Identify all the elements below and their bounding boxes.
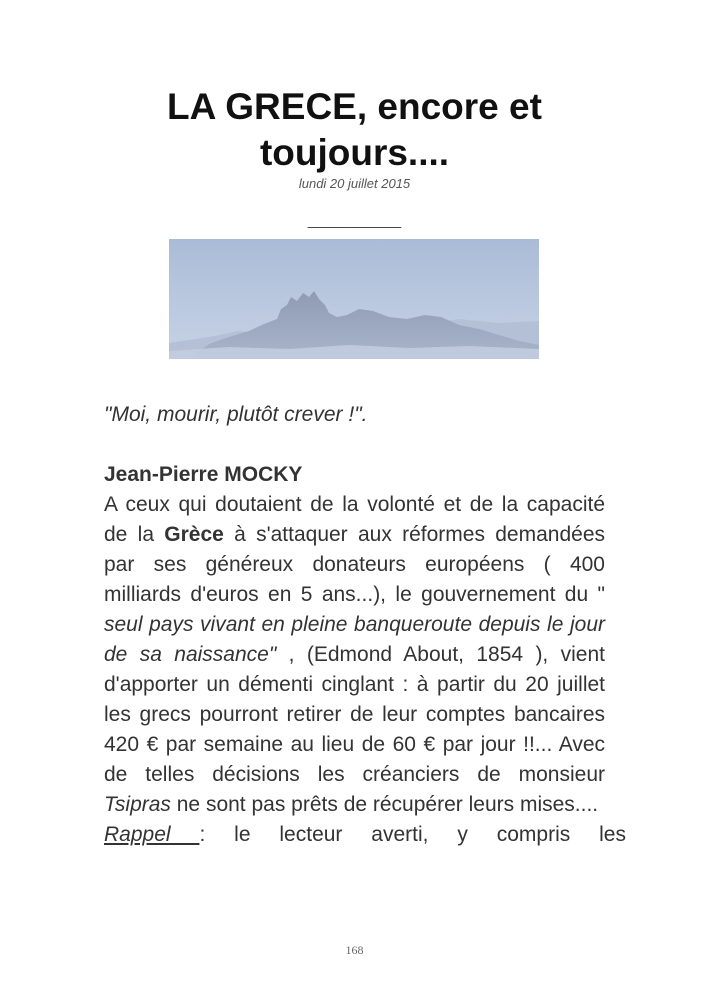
title-line-2: toujours....	[259, 132, 450, 173]
document-title	[0, 84, 709, 176]
page-number: 168	[345, 943, 364, 957]
title-line-1: LA GRECE, encore et	[167, 86, 542, 127]
publication-date: lundi 20 juillet 2015	[298, 176, 411, 191]
grece-bold: Grèce	[164, 523, 224, 546]
paragraph-part-1: A ceux qui doutaient de la volonté et de la capacité de la	[104, 493, 605, 546]
rappel-label: Rappel	[104, 823, 200, 846]
blank-line	[104, 430, 605, 460]
rappel-line	[104, 820, 626, 850]
main-paragraph	[104, 490, 605, 820]
mountain-landscape-image	[169, 239, 539, 359]
tsipras-name: Tsipras	[104, 793, 171, 816]
opening-quote: "Moi, mourir, plutôt crever !".	[104, 403, 368, 426]
article-body	[104, 400, 626, 850]
paragraph-part-3: , (Edmond About, 1854 ), vient d'apporter un démenti cinglant : à partir du 20 juillet les grecs pourront retirer de leur comptes bancaires 420 € par semaine au lieu de 60 € par jour !!... Avec de telles décisions les créanciers de monsieur	[104, 643, 605, 786]
about-citation: seul pays vivant en pleine banqueroute depuis le jour de sa naissance"	[104, 613, 605, 666]
separator-rule: ____________	[307, 212, 402, 228]
paragraph-part-4: ne sont pas prêts de récupérer leurs mises....	[170, 793, 599, 816]
paragraph-part-2: à s'attaquer aux réformes demandées par ses généreux donateurs européens ( 400 milliards d'euros en 5 ans...), le gouvernement du "	[104, 523, 605, 606]
quote-author: Jean-Pierre MOCKY	[104, 463, 303, 486]
rappel-text: : le lecteur averti, y compris les	[199, 823, 626, 846]
